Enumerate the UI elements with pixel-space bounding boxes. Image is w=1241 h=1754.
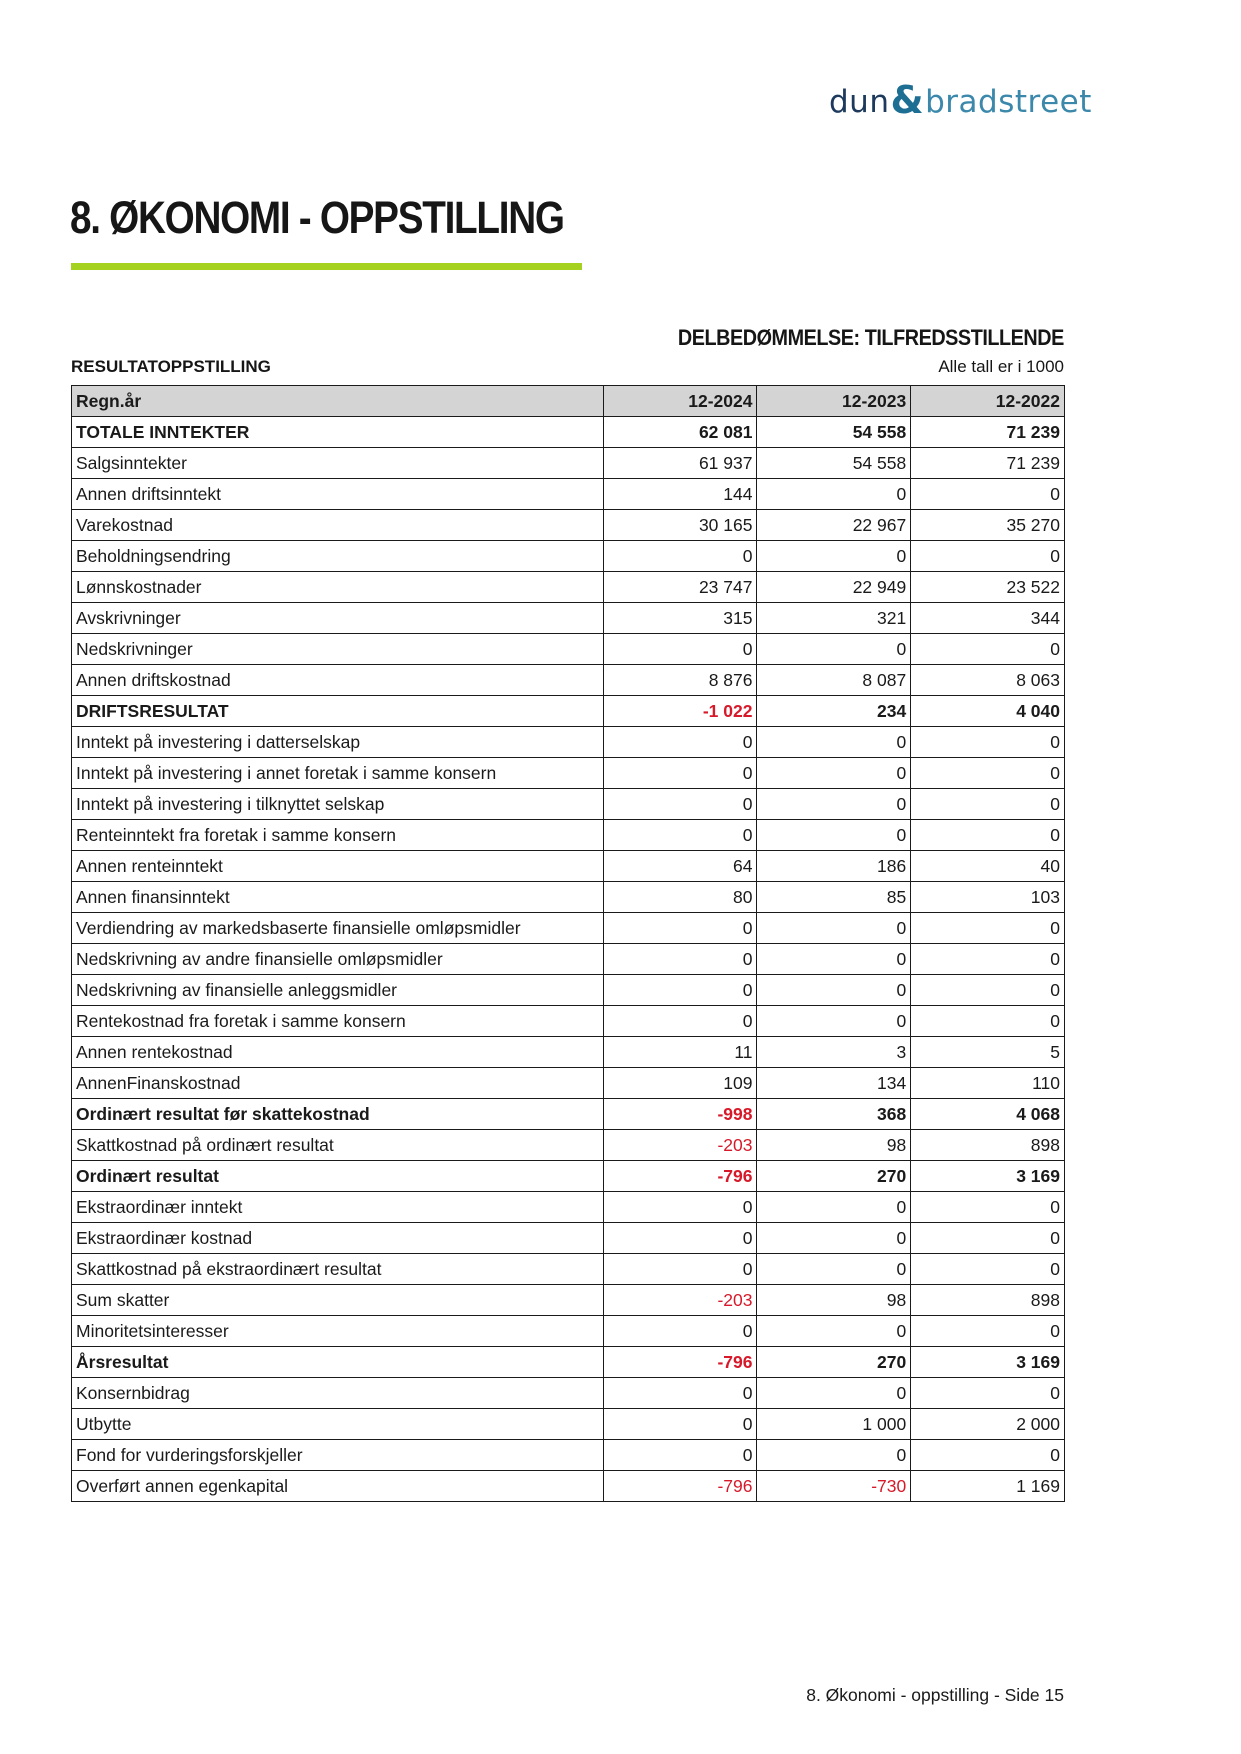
table-body: [72, 417, 1065, 1502]
row-value: 80: [603, 882, 757, 913]
row-label: Inntekt på investering i tilknyttet selskap: [72, 789, 604, 820]
row-value: 64: [603, 851, 757, 882]
row-value: 23 522: [911, 572, 1065, 603]
row-value: 0: [603, 789, 757, 820]
row-label: Overført annen egenkapital: [72, 1471, 604, 1502]
row-value: -730: [757, 1471, 911, 1502]
row-value: 0: [757, 479, 911, 510]
row-value: 0: [603, 913, 757, 944]
table-row: [72, 572, 1065, 603]
row-value: 98: [757, 1130, 911, 1161]
row-value: 8 087: [757, 665, 911, 696]
row-value: -998: [603, 1099, 757, 1130]
row-label: Rentekostnad fra foretak i samme konsern: [72, 1006, 604, 1037]
row-value: 0: [757, 1223, 911, 1254]
row-value: 1 000: [757, 1409, 911, 1440]
row-label: Annen renteinntekt: [72, 851, 604, 882]
table-row: [72, 1037, 1065, 1068]
table-row: [72, 820, 1065, 851]
row-label: Ordinært resultat før skattekostnad: [72, 1099, 604, 1130]
row-value: 0: [603, 1192, 757, 1223]
row-label: TOTALE INNTEKTER: [72, 417, 604, 448]
table-row: [72, 479, 1065, 510]
row-value: 0: [757, 1378, 911, 1409]
row-value: 368: [757, 1099, 911, 1130]
row-value: 62 081: [603, 417, 757, 448]
row-value: -203: [603, 1285, 757, 1316]
row-value: 23 747: [603, 572, 757, 603]
header-year-2023: 12-2023: [757, 386, 911, 417]
logo-text-bradstreet: bradstreet: [925, 84, 1092, 120]
row-value: 1 169: [911, 1471, 1065, 1502]
row-label: Renteinntekt fra foretak i samme konsern: [72, 820, 604, 851]
header-year-2022: 12-2022: [911, 386, 1065, 417]
table-row: [72, 1347, 1065, 1378]
row-label: Konsernbidrag: [72, 1378, 604, 1409]
table-row: [72, 1378, 1065, 1409]
dun-bradstreet-logo: [829, 80, 1092, 124]
row-value: 0: [911, 975, 1065, 1006]
row-label: Verdiendring av markedsbaserte finansielle omløpsmidler: [72, 913, 604, 944]
row-value: 40: [911, 851, 1065, 882]
table-row: [72, 696, 1065, 727]
row-value: 0: [757, 727, 911, 758]
row-value: 0: [603, 1378, 757, 1409]
row-value: 110: [911, 1068, 1065, 1099]
row-value: 0: [757, 1254, 911, 1285]
row-value: 0: [757, 634, 911, 665]
row-value: 186: [757, 851, 911, 882]
row-value: 0: [603, 1006, 757, 1037]
row-value: 22 949: [757, 572, 911, 603]
row-value: -796: [603, 1161, 757, 1192]
row-value: 0: [911, 913, 1065, 944]
row-value: 0: [911, 1254, 1065, 1285]
row-value: 270: [757, 1161, 911, 1192]
row-value: -203: [603, 1130, 757, 1161]
row-label: Skattkostnad på ordinært resultat: [72, 1130, 604, 1161]
row-label: Annen rentekostnad: [72, 1037, 604, 1068]
table-row: [72, 944, 1065, 975]
row-value: 2 000: [911, 1409, 1065, 1440]
row-label: Fond for vurderingsforskjeller: [72, 1440, 604, 1471]
row-value: 0: [757, 975, 911, 1006]
row-label: Lønnskostnader: [72, 572, 604, 603]
row-value: 898: [911, 1130, 1065, 1161]
row-label: Skattkostnad på ekstraordinært resultat: [72, 1254, 604, 1285]
table-row: [72, 448, 1065, 479]
table-row: [72, 1161, 1065, 1192]
row-value: 22 967: [757, 510, 911, 541]
row-value: 898: [911, 1285, 1065, 1316]
header-label-column: Regn.år: [72, 386, 604, 417]
row-label: Ordinært resultat: [72, 1161, 604, 1192]
row-value: 0: [603, 758, 757, 789]
table-row: [72, 758, 1065, 789]
table-row: [72, 789, 1065, 820]
row-value: 0: [603, 1254, 757, 1285]
row-value: 35 270: [911, 510, 1065, 541]
row-value: 0: [911, 1440, 1065, 1471]
row-value: 3: [757, 1037, 911, 1068]
row-value: 0: [911, 789, 1065, 820]
row-value: 0: [603, 1440, 757, 1471]
row-value: 344: [911, 603, 1065, 634]
title-underline-bar: [71, 263, 582, 270]
sub-rating-heading: DELBEDØMMELSE: TILFREDSSTILLENDE: [677, 325, 1064, 350]
row-value: 0: [603, 634, 757, 665]
row-value: 0: [603, 541, 757, 572]
table-row: [72, 727, 1065, 758]
table-row: [72, 1471, 1065, 1502]
row-value: 0: [911, 758, 1065, 789]
row-label: Årsresultat: [72, 1347, 604, 1378]
table-row: [72, 510, 1065, 541]
row-value: 85: [757, 882, 911, 913]
row-value: -796: [603, 1347, 757, 1378]
row-value: 0: [757, 758, 911, 789]
row-value: 0: [911, 727, 1065, 758]
row-value: 270: [757, 1347, 911, 1378]
row-label: Nedskrivning av finansielle anleggsmidler: [72, 975, 604, 1006]
row-value: 0: [603, 975, 757, 1006]
row-value: 54 558: [757, 448, 911, 479]
page-title: 8. ØKONOMI - OPPSTILLING: [70, 192, 564, 243]
row-label: Sum skatter: [72, 1285, 604, 1316]
row-value: 0: [757, 541, 911, 572]
row-value: 0: [911, 944, 1065, 975]
row-label: Nedskrivninger: [72, 634, 604, 665]
table-row: [72, 1192, 1065, 1223]
row-value: 8 063: [911, 665, 1065, 696]
row-value: 0: [603, 1316, 757, 1347]
row-value: 4 068: [911, 1099, 1065, 1130]
row-value: -796: [603, 1471, 757, 1502]
row-value: 0: [757, 944, 911, 975]
row-value: 0: [603, 1409, 757, 1440]
row-value: 4 040: [911, 696, 1065, 727]
row-value: 0: [911, 1223, 1065, 1254]
table-row: [72, 1285, 1065, 1316]
table-row: [72, 1223, 1065, 1254]
row-label: Ekstraordinær kostnad: [72, 1223, 604, 1254]
row-label: Annen driftskostnad: [72, 665, 604, 696]
logo-ampersand-icon: &: [890, 78, 925, 122]
row-label: Annen finansinntekt: [72, 882, 604, 913]
row-value: 0: [757, 913, 911, 944]
unit-note: Alle tall er i 1000: [938, 357, 1064, 376]
row-value: 0: [603, 944, 757, 975]
row-value: 134: [757, 1068, 911, 1099]
table-header-row: [72, 386, 1065, 417]
row-value: 0: [911, 479, 1065, 510]
row-label: Nedskrivning av andre finansielle omløpsmidler: [72, 944, 604, 975]
table-row: [72, 634, 1065, 665]
row-value: 71 239: [911, 448, 1065, 479]
table-row: [72, 541, 1065, 572]
row-label: Minoritetsinteresser: [72, 1316, 604, 1347]
table-row: [72, 851, 1065, 882]
row-value: 61 937: [603, 448, 757, 479]
row-value: -1 022: [603, 696, 757, 727]
row-value: 3 169: [911, 1347, 1065, 1378]
row-label: Salgsinntekter: [72, 448, 604, 479]
row-label: DRIFTSRESULTAT: [72, 696, 604, 727]
table-row: [72, 1068, 1065, 1099]
row-value: 109: [603, 1068, 757, 1099]
table-row: [72, 1006, 1065, 1037]
row-value: 0: [757, 789, 911, 820]
row-value: 0: [911, 634, 1065, 665]
page-footer: 8. Økonomi - oppstilling - Side 15: [806, 1685, 1064, 1705]
table-row: [72, 1130, 1065, 1161]
row-value: 0: [757, 1192, 911, 1223]
row-value: 315: [603, 603, 757, 634]
row-value: 0: [603, 1223, 757, 1254]
row-value: 0: [911, 1192, 1065, 1223]
row-value: 0: [757, 1440, 911, 1471]
logo-text-dun: dun: [829, 84, 890, 120]
header-year-2024: 12-2024: [603, 386, 757, 417]
row-value: 144: [603, 479, 757, 510]
income-statement-table: [71, 385, 1065, 1502]
row-value: 0: [757, 1316, 911, 1347]
row-label: Inntekt på investering i datterselskap: [72, 727, 604, 758]
row-label: AnnenFinanskostnad: [72, 1068, 604, 1099]
row-label: Varekostnad: [72, 510, 604, 541]
row-label: Ekstraordinær inntekt: [72, 1192, 604, 1223]
row-value: 3 169: [911, 1161, 1065, 1192]
table-row: [72, 975, 1065, 1006]
row-value: 0: [911, 541, 1065, 572]
row-value: 0: [911, 1316, 1065, 1347]
row-value: 0: [603, 820, 757, 851]
table-row: [72, 913, 1065, 944]
row-value: 8 876: [603, 665, 757, 696]
row-value: 71 239: [911, 417, 1065, 448]
row-value: 321: [757, 603, 911, 634]
row-value: 0: [911, 820, 1065, 851]
row-value: 54 558: [757, 417, 911, 448]
table-row: [72, 665, 1065, 696]
row-value: 0: [911, 1006, 1065, 1037]
row-value: 11: [603, 1037, 757, 1068]
table-row: [72, 1316, 1065, 1347]
table-row: [72, 417, 1065, 448]
row-value: 103: [911, 882, 1065, 913]
table-row: [72, 1099, 1065, 1130]
table-row: [72, 882, 1065, 913]
row-value: 0: [757, 1006, 911, 1037]
section-label: RESULTATOPPSTILLING: [71, 357, 271, 376]
row-value: 0: [757, 820, 911, 851]
table-row: [72, 1254, 1065, 1285]
row-value: 0: [603, 727, 757, 758]
row-value: 0: [911, 1378, 1065, 1409]
row-label: Inntekt på investering i annet foretak i samme konsern: [72, 758, 604, 789]
row-label: Avskrivninger: [72, 603, 604, 634]
row-label: Utbytte: [72, 1409, 604, 1440]
row-value: 5: [911, 1037, 1065, 1068]
table-row: [72, 1440, 1065, 1471]
row-value: 98: [757, 1285, 911, 1316]
row-value: 234: [757, 696, 911, 727]
table-row: [72, 603, 1065, 634]
row-value: 30 165: [603, 510, 757, 541]
row-label: Annen driftsinntekt: [72, 479, 604, 510]
table-row: [72, 1409, 1065, 1440]
row-label: Beholdningsendring: [72, 541, 604, 572]
